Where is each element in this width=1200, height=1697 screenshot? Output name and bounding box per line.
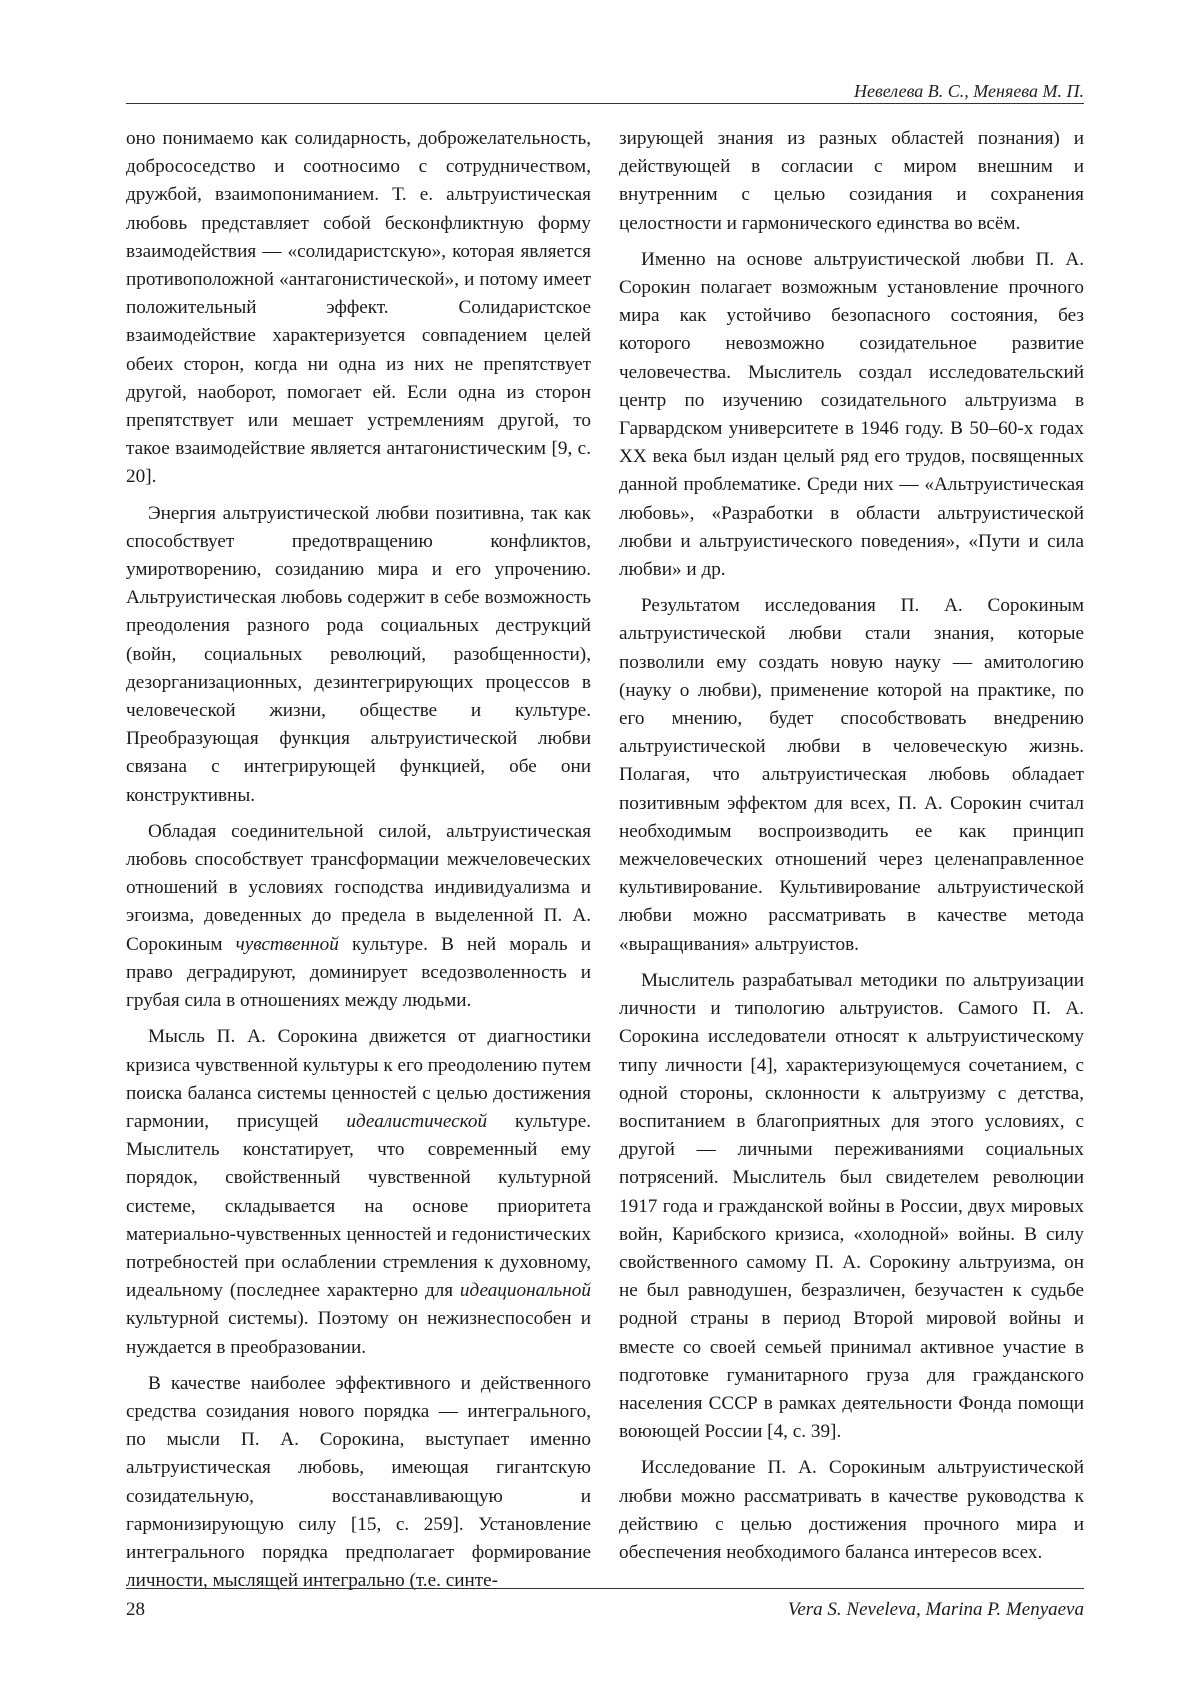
paragraph-text: Мысль П. А. Сорокина движется от диагностики кризиса чувственной культуры к его преодолению путем поиска баланса системы ценностей с целью достижения гармонии, присущей (126, 1026, 591, 1132)
paragraph: Именно на основе альтруистической любви П. А. Сорокин полагает возможным установление прочного мира как устойчиво безопасного состояния, без которого невозможно созидательное развитие человечества. Мыслитель создал исследовательский центр по изучению созидательного альтруизма в Гарвардском университете в 1946 году. В 50–60-х годах XX века был издан целый ряд его трудов, посвященных данной проблематике. Среди них — «Альтруистическая любовь», «Разработки в области альтруистической любви и альтруистического поведения», «Пути и сила любви» и др. (619, 248, 1084, 581)
paragraph (126, 818, 591, 1015)
left-column (126, 125, 591, 1603)
paragraph-text: культурной системы). Поэтому он нежизнеспособен и нуждается в преобразовании. (126, 1308, 591, 1358)
paragraph: Мыслитель разрабатывал методики по альтруизации личности и типологию альтруистов. Самого П. А. Сорокина исследователи относят к альтруистическому типу личности [4], характеризующемуся сочетанием, с одной стороны, склонности к альтруизму с детства, воспитанием в благоприятных для этого условиях, с другой — личными переживаниями социальных потрясений. Мыслитель был свидетелем революции 1917 года и гражданской войны в России, двух мировых войн, Карибского кризиса, «холодной» войны. В силу свойственного самому П. А. Сорокину альтруизма, он не был равнодушен, безразличен, безучастен к судьбе родной страны в период Второй мировой войны и вместе со своей семьей принимал активное участие в подготовке гуманитарного груза для гражданского населения СССР в рамках деятельности Фонда помощи воюющей России [4, с. 39]. (619, 969, 1084, 1443)
paragraph: Результатом исследования П. А. Сорокиным альтруистической любви стали знания, которые позволили ему создать новую науку — амитологию (науку о любви), применение которой на практике, по его мнению, будет способствовать внедрению альтруистической любви в человеческую жизнь. Полагая, что альтруистическая любовь обладает позитивным эффектом для всех, П. А. Сорокин считал необходимым воспроизводить ее как принцип межчеловеческих отношений через целенаправленное культивирование. Культивирование альтруистической любви можно рассматривать в качестве метода «выращивания» альтруистов. (619, 595, 1084, 955)
footer-authors: Vera S. Neveleva, Marina P. Menyaeva (787, 1599, 1084, 1620)
footer-divider (126, 1588, 1084, 1589)
paragraph-text: культуре. В ней мораль и право деградируют, доминирует вседозволенность и грубая сила в отношениях между людьми. (126, 933, 591, 1012)
running-header-authors: Невелева В. С., Меняева М. П. (853, 81, 1084, 101)
right-column (619, 125, 1084, 1575)
paragraph: оно понимаемо как солидарность, доброжелательность, добрососедство и соотносимо с сотрудничеством, дружбой, взаимопониманием. Т. е. альтруистическая любовь представляет собой бесконфликтную форму взаимодействия — «солидаристскую», которая является противоположной «антагонистической», и потому имеет положительный эффект. Солидаристское взаимодействие характеризуется совпадением целей обеих сторон, когда ни одна из них не препятствует другой, наоборот, помогает ей. Если одна из сторон препятствует или мешает устремлениям другой, то такое взаимодействие является антагонистическим [9, с. 20]. (126, 128, 591, 488)
paragraph-text: культуре. Мыслитель констатирует, что современный ему порядок, свойственный чувственной культурной системе, складывается на основе приоритета материально-чувственных ценностей и гедонистических потребностей при ослаблении стремления к духовному, идеальному (последнее характерно для (126, 1110, 592, 1302)
page-number: 28 (126, 1599, 145, 1620)
paragraph: В качестве наиболее эффективного и действенного средства созидания нового порядка — интегрального, по мысли П. А. Сорокина, выступает именно альтруистическая любовь, имеющая гигантскую созидательную, восстанавливающую и гармонизирующую силу [15, с. 259]. Установление интегрального порядка предполагает формирование личности, мыслящей интегрально (т.е. синте- (126, 1372, 591, 1592)
paragraph: Энергия альтруистической любви позитивна, так как способствует предотвращению конфликтов, умиротворению, созиданию мира и его упрочению. Альтруистическая любовь содержит в себе возможность преодоления разного рода социальных деструкций (войн, социальных революций, разобщенности), дезорганизационных, дезинтегрирующих процессов в человеческой жизни, обществе и культуре. Преобразующая функция альтруистической любви связана с интегрирующей функцией, обе они конструктивны. (126, 502, 591, 806)
italic-term: идеациональной (459, 1280, 591, 1302)
italic-term: идеалистической (346, 1110, 488, 1132)
italic-term: чувственной (235, 933, 339, 955)
paragraph-text: Обладая соединительной силой, альтруистическая любовь способствует трансформации межчеловеческих отношений в условиях господства индивидуализма и эгоизма, доведенных до предела в выделенной П. А. Сорокиным (126, 820, 591, 955)
paragraph: зирующей знания из разных областей познания) и действующей в согласии с миром внешним и внутренним с целью созидания и сохранения целостности и гармонического единства во всём. (619, 128, 1084, 234)
paragraph: Исследование П. А. Сорокиным альтруистической любви можно рассматривать в качестве руководства к действию с целью достижения прочного мира и обеспечения необходимого баланса интересов всех. (619, 1457, 1084, 1563)
paragraph (126, 1023, 591, 1361)
header-divider (126, 103, 1084, 104)
